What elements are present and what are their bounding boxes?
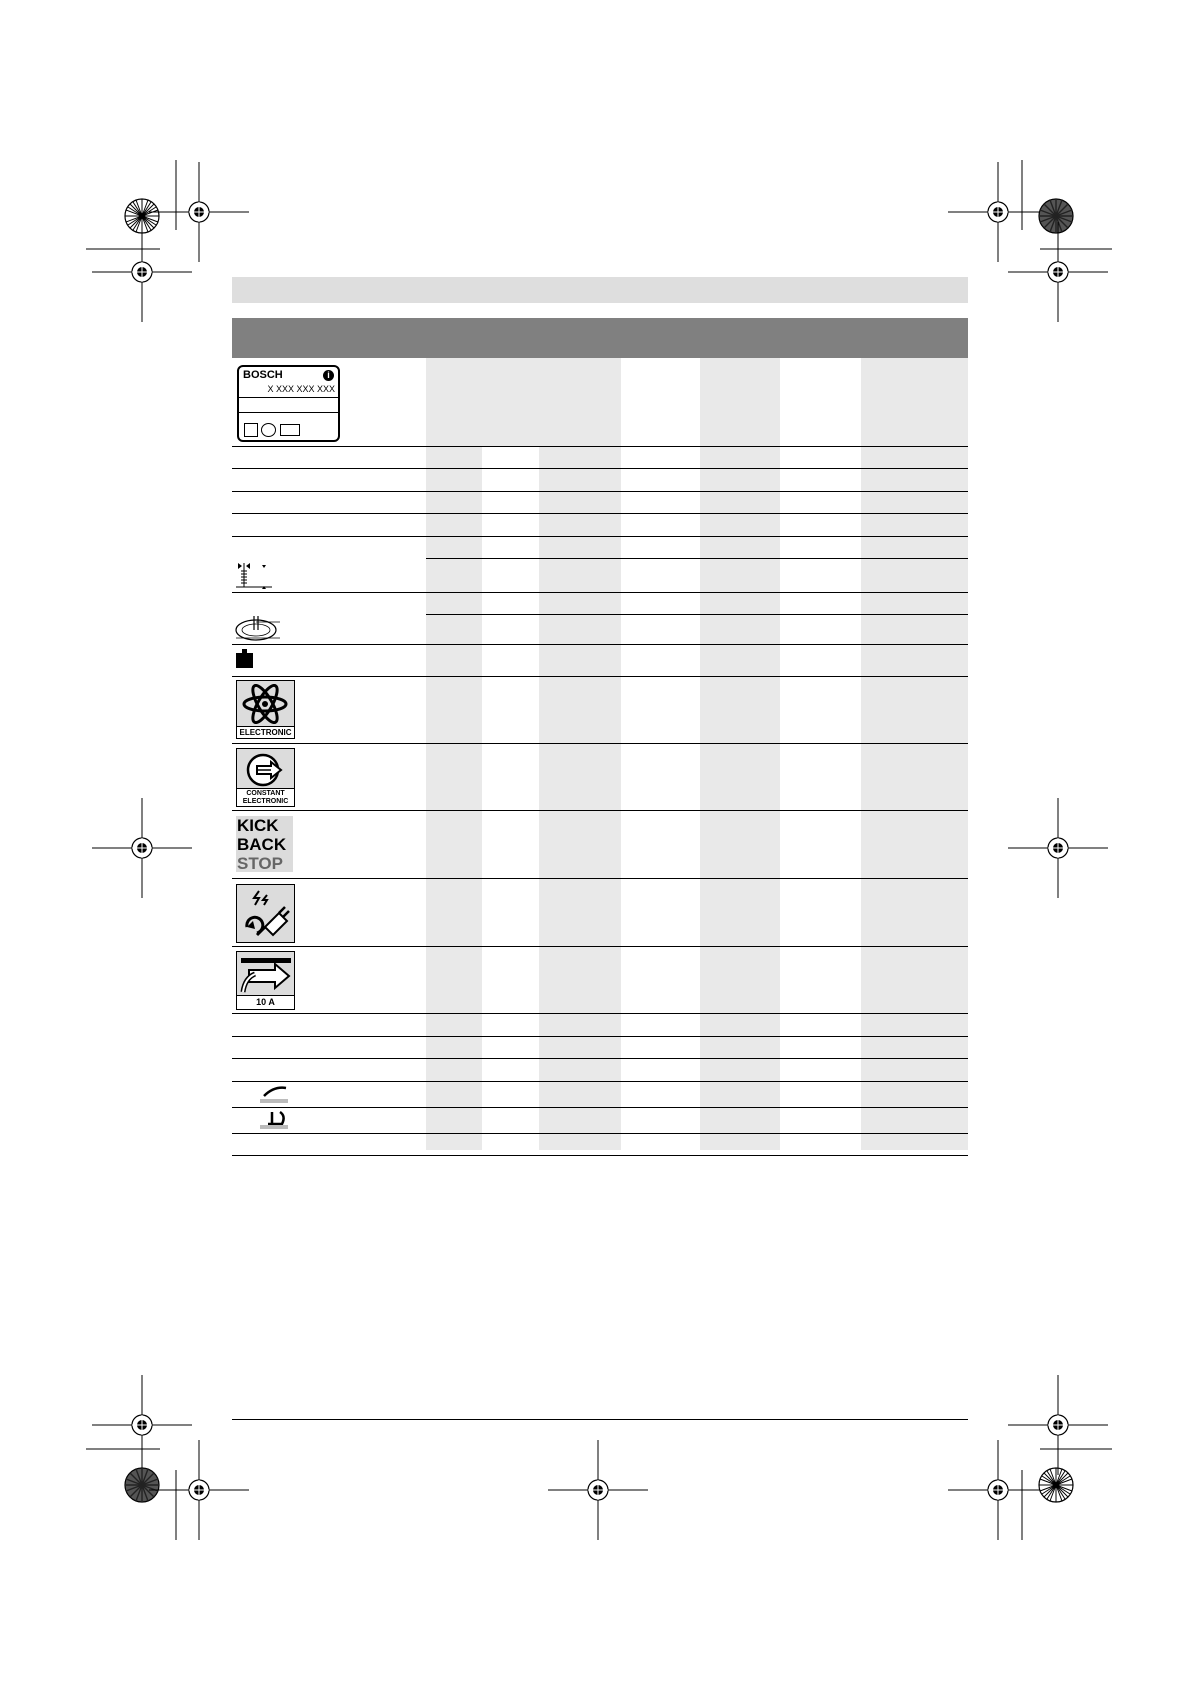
row-rule (232, 446, 968, 447)
row-rule (232, 878, 968, 879)
guard-icon (258, 1084, 290, 1104)
kickback-line1: KICK (237, 816, 279, 835)
row-rule (426, 558, 968, 559)
nameplate-icon (237, 365, 340, 442)
plug-icon (239, 887, 291, 939)
constant-electronic-label (237, 788, 294, 806)
constant-label-line1: CONSTANT (246, 790, 285, 797)
row-rule (232, 468, 968, 469)
constant-speed-icon (245, 752, 289, 788)
nameplate-divider (239, 397, 338, 398)
row-rule (232, 1013, 968, 1014)
rectangle-symbol-icon (280, 424, 300, 436)
info-icon: i (323, 370, 334, 381)
row-rule (232, 1107, 968, 1108)
row-rule (232, 644, 968, 645)
table-column-1 (426, 358, 482, 1150)
kickback-stop-icon (236, 816, 293, 872)
row-rule (232, 743, 968, 744)
table-header-band (232, 318, 968, 358)
constant-label-line2: ELECTRONIC (242, 798, 289, 805)
starting-current-limit-icon (236, 951, 295, 1010)
row-rule (232, 1058, 968, 1059)
row-rule (232, 513, 968, 514)
table-column-7 (861, 358, 968, 1150)
row-rule (232, 1036, 968, 1037)
nameplate-divider (239, 412, 338, 413)
row-rule (426, 614, 968, 615)
row-rule (232, 1155, 968, 1156)
row-rule (232, 1081, 968, 1082)
electronic-label: ELECTRONIC (237, 726, 294, 738)
table-column-3 (539, 358, 621, 1150)
nameplate-brand: BOSCH (243, 369, 283, 381)
row-rule (232, 1133, 968, 1134)
kickback-line3: STOP (237, 854, 283, 873)
constant-electronic-icon (236, 748, 295, 807)
row-rule (232, 676, 968, 677)
restart-protection-icon (236, 884, 295, 943)
footer-rule (232, 1419, 968, 1420)
weight-icon (235, 649, 255, 669)
circle-symbol-icon (261, 423, 276, 437)
electronic-icon (236, 680, 295, 739)
atom-icon (241, 684, 290, 724)
table-header-cell (426, 358, 621, 446)
row-rule (232, 810, 968, 811)
current-label: 10 A (237, 995, 294, 1009)
square-symbol-icon (244, 423, 258, 437)
spindle-thread-icon (236, 561, 274, 591)
table-column-5 (700, 358, 780, 1150)
kickback-line2: BACK (237, 835, 287, 854)
disc-diameter-icon (234, 612, 282, 642)
arrow-cable-icon (239, 954, 293, 994)
row-rule (232, 491, 968, 492)
nameplate-number: X XXX XXX XXX (267, 384, 335, 394)
row-rule (232, 592, 968, 593)
row-rule (232, 946, 968, 947)
row-rule (232, 536, 968, 537)
guard-alt-icon (258, 1110, 290, 1130)
header-band (232, 277, 968, 303)
